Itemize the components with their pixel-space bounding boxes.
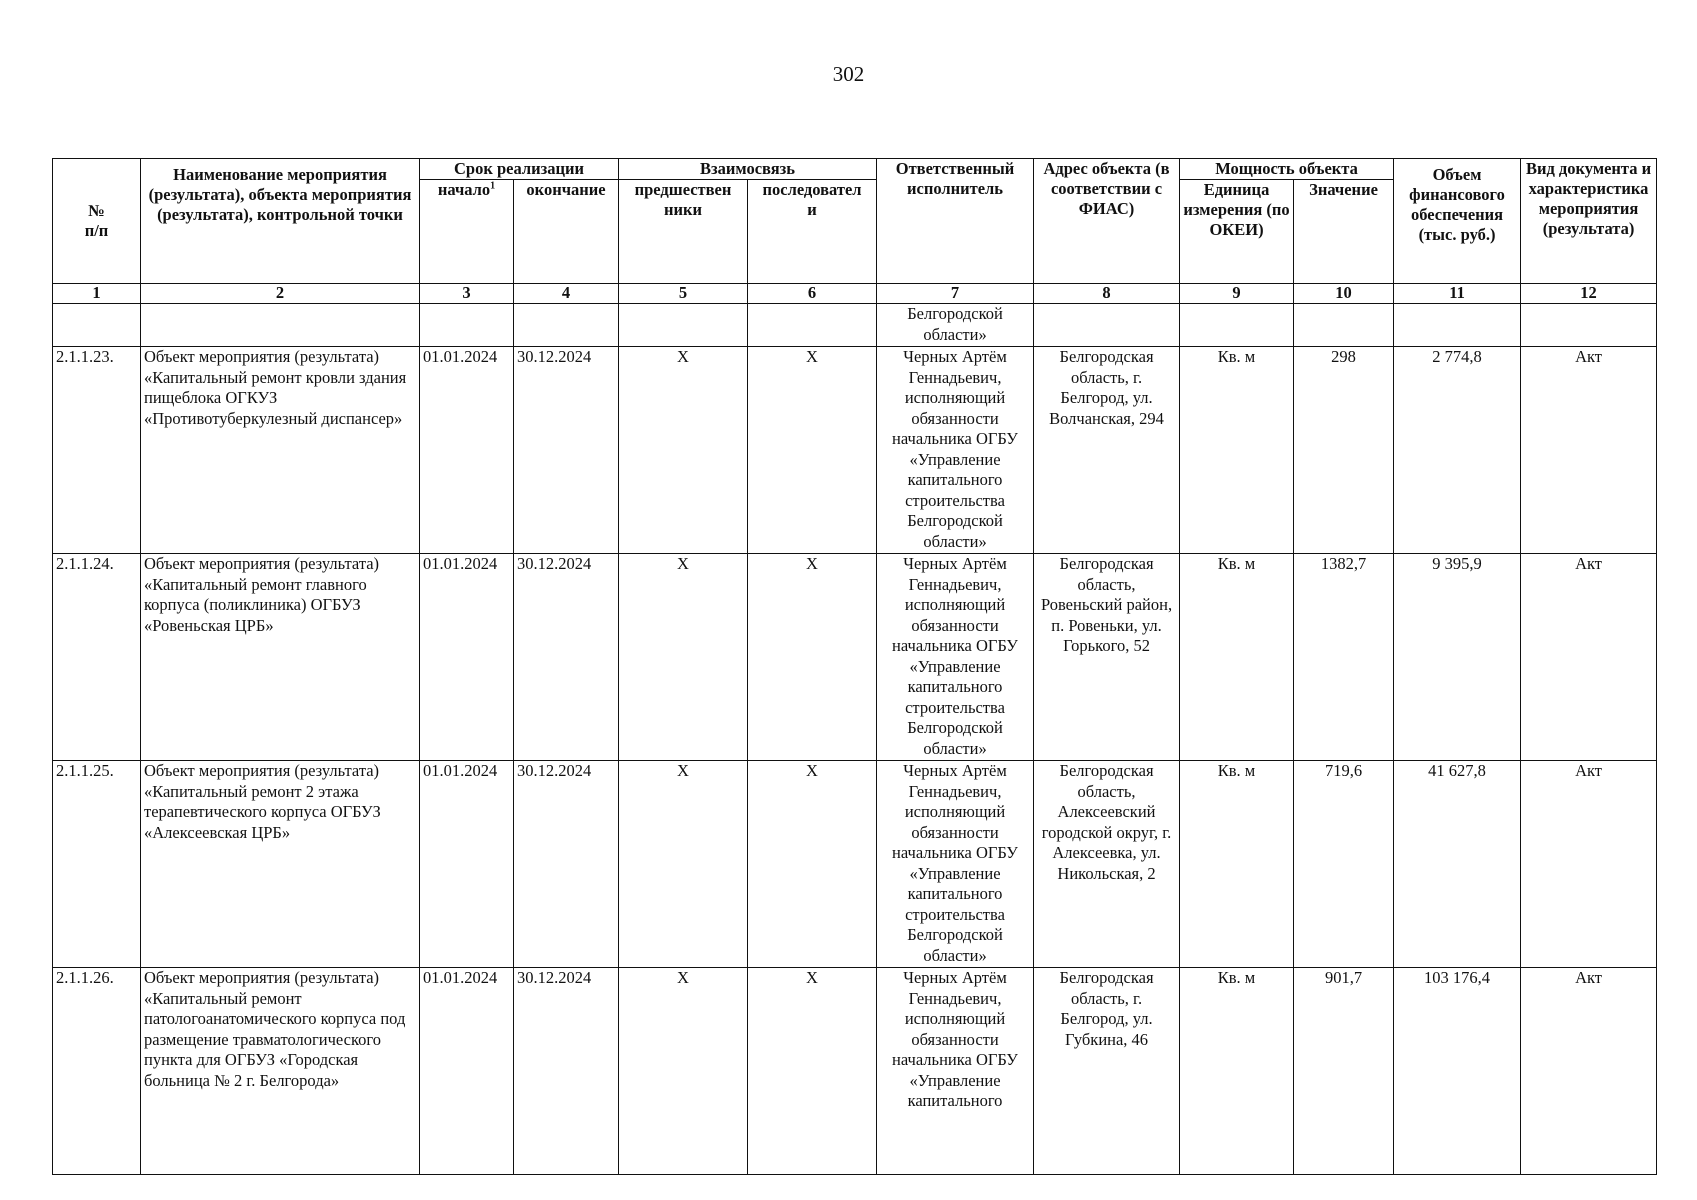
row-predecessors: X: [619, 761, 748, 968]
col-number: 10: [1294, 284, 1394, 304]
col-number: 2: [141, 284, 420, 304]
header-document: Вид документа и характеристика мероприятия (результата): [1521, 159, 1657, 284]
row-document: Акт: [1521, 968, 1657, 1175]
header-value: Значение: [1294, 180, 1394, 284]
row-start: 01.01.2024: [420, 761, 514, 968]
row-predecessors: X: [619, 347, 748, 554]
row-successors: X: [748, 554, 877, 761]
row-value: 1382,7: [1294, 554, 1394, 761]
row-address: Белгородская область, Ровеньский район, п. Ровеньки, ул. Горького, 52: [1034, 554, 1180, 761]
table-row: [53, 554, 1657, 761]
measures-table: [52, 158, 1657, 1175]
col-number: 12: [1521, 284, 1657, 304]
row-name: Объект мероприятия (результата) «Капитальный ремонт главного корпуса (поликлиника) ОГБУЗ «Ровеньская ЦРБ»: [141, 554, 420, 761]
row-responsible: Черных Артём Геннадьевич, исполняющий обязанности начальника ОГБУ «Управление капитального строительства Белгородской области»: [877, 761, 1034, 968]
row-document: Акт: [1521, 761, 1657, 968]
row-end: 30.12.2024: [514, 761, 619, 968]
table-row: [53, 761, 1657, 968]
table-row: [53, 347, 1657, 554]
col-number: 8: [1034, 284, 1180, 304]
header-finance: Объем финансового обеспечения (тыс. руб.): [1394, 159, 1521, 284]
col-number: 3: [420, 284, 514, 304]
col-number: 4: [514, 284, 619, 304]
row-responsible: Черных Артём Геннадьевич, исполняющий обязанности начальника ОГБУ «Управление капитального строительства Белгородской области»: [877, 554, 1034, 761]
col-number: 11: [1394, 284, 1521, 304]
row-unit: Кв. м: [1180, 968, 1294, 1175]
row-address: Белгородская область, Алексеевский городской округ, г. Алексеевка, ул. Никольская, 2: [1034, 761, 1180, 968]
row-finance: 103 176,4: [1394, 968, 1521, 1175]
row-predecessors: X: [619, 968, 748, 1175]
row-unit: Кв. м: [1180, 347, 1294, 554]
row-start: 01.01.2024: [420, 347, 514, 554]
continuation-row: [53, 304, 1657, 347]
header-name: Наименование мероприятия (результата), объекта мероприятия (результата), контрольной точки: [141, 159, 420, 284]
page-number: 302: [832, 62, 865, 86]
header-address: Адрес объекта (в соответствии с ФИАС): [1034, 159, 1180, 284]
col-number: 5: [619, 284, 748, 304]
row-value: 298: [1294, 347, 1394, 554]
header-predecessors: предшествен ники: [619, 180, 748, 284]
header-relation: Взаимосвязь: [619, 159, 877, 180]
row-successors: X: [748, 968, 877, 1175]
row-finance: 2 774,8: [1394, 347, 1521, 554]
row-end: 30.12.2024: [514, 968, 619, 1175]
header-successors: последовател и: [748, 180, 877, 284]
row-end: 30.12.2024: [514, 554, 619, 761]
header-period: Срок реализации: [420, 159, 619, 180]
row-number: 2.1.1.23.: [53, 347, 141, 554]
row-document: Акт: [1521, 554, 1657, 761]
row-number: 2.1.1.25.: [53, 761, 141, 968]
row-start: 01.01.2024: [420, 968, 514, 1175]
row-predecessors: X: [619, 554, 748, 761]
header-unit: Единица измерения (по ОКЕИ): [1180, 180, 1294, 284]
continuation-text: Белгородской области»: [877, 304, 1034, 347]
row-value: 901,7: [1294, 968, 1394, 1175]
row-successors: X: [748, 761, 877, 968]
row-responsible: Черных Артём Геннадьевич, исполняющий обязанности начальника ОГБУ «Управление капитального строительства Белгородской области»: [877, 347, 1034, 554]
header-start: начало$^1$: [420, 180, 514, 284]
row-value: 719,6: [1294, 761, 1394, 968]
row-name: Объект мероприятия (результата) «Капитальный ремонт 2 этажа терапевтического корпуса ОГБУЗ «Алексеевская ЦРБ»: [141, 761, 420, 968]
row-name: Объект мероприятия (результата) «Капитальный ремонт кровли здания пищеблока ОГКУЗ «Противотуберкулезный диспансер»: [141, 347, 420, 554]
row-document: Акт: [1521, 347, 1657, 554]
row-number: 2.1.1.24.: [53, 554, 141, 761]
row-start: 01.01.2024: [420, 554, 514, 761]
row-responsible: Черных Артём Геннадьевич, исполняющий обязанности начальника ОГБУ «Управление капитального: [877, 968, 1034, 1175]
header-capacity: Мощность объекта: [1180, 159, 1394, 180]
col-number: 1: [53, 284, 141, 304]
col-number: 7: [877, 284, 1034, 304]
header-end: окончание: [514, 180, 619, 284]
row-unit: Кв. м: [1180, 761, 1294, 968]
col-number: 9: [1180, 284, 1294, 304]
row-unit: Кв. м: [1180, 554, 1294, 761]
column-number-row: [53, 284, 1657, 304]
row-finance: 41 627,8: [1394, 761, 1521, 968]
header-responsible: Ответственный исполнитель: [877, 159, 1034, 284]
row-successors: X: [748, 347, 877, 554]
row-address: Белгородская область, г. Белгород, ул. Губкина, 46: [1034, 968, 1180, 1175]
header-num: № п/п: [53, 159, 141, 284]
table-row: [53, 968, 1657, 1175]
row-end: 30.12.2024: [514, 347, 619, 554]
row-number: 2.1.1.26.: [53, 968, 141, 1175]
col-number: 6: [748, 284, 877, 304]
row-name: Объект мероприятия (результата) «Капитальный ремонт патологоанатомического корпуса под размещение травматологического пункта для ОГБУЗ «Городская больница № 2 г. Белгорода»: [141, 968, 420, 1175]
row-address: Белгородская область, г. Белгород, ул. Волчанская, 294: [1034, 347, 1180, 554]
row-finance: 9 395,9: [1394, 554, 1521, 761]
